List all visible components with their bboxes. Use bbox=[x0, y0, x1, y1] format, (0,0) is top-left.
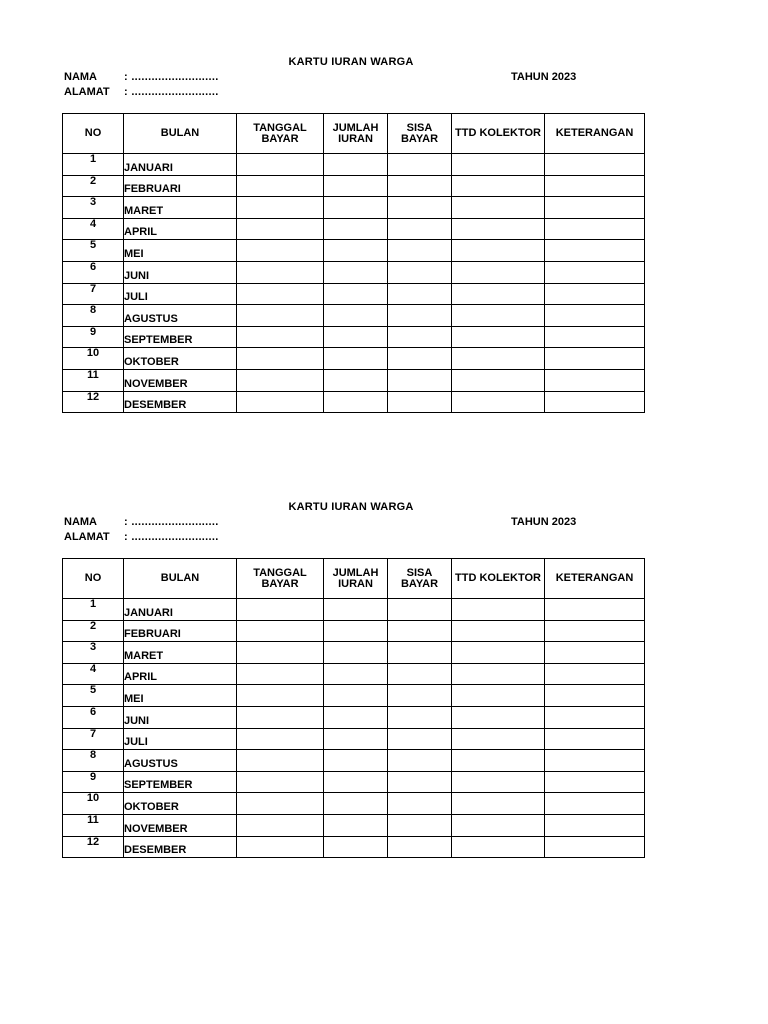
tanggal-bayar-cell bbox=[237, 197, 324, 219]
keterangan-cell bbox=[545, 771, 645, 793]
jumlah-iuran-cell bbox=[324, 326, 388, 348]
col-header-ttd-kolektor: TTD KOLEKTOR bbox=[452, 559, 545, 599]
sisa-bayar-cell bbox=[388, 391, 452, 413]
row-number: 7 bbox=[63, 283, 124, 305]
tanggal-bayar-cell bbox=[237, 793, 324, 815]
ttd-kolektor-cell bbox=[452, 154, 545, 176]
ttd-kolektor-cell bbox=[452, 599, 545, 621]
row-number: 11 bbox=[63, 814, 124, 836]
ttd-kolektor-cell bbox=[452, 728, 545, 750]
ttd-kolektor-cell bbox=[452, 218, 545, 240]
keterangan-cell bbox=[545, 685, 645, 707]
sisa-bayar-cell bbox=[388, 771, 452, 793]
sisa-bayar-cell bbox=[388, 728, 452, 750]
jumlah-iuran-cell bbox=[324, 685, 388, 707]
col-header-jumlah-iuran bbox=[324, 114, 388, 154]
table-row bbox=[63, 620, 645, 642]
jumlah-iuran-cell bbox=[324, 240, 388, 262]
month-cell: NOVEMBER bbox=[124, 369, 237, 391]
ttd-kolektor-cell bbox=[452, 642, 545, 664]
keterangan-cell bbox=[545, 218, 645, 240]
tanggal-bayar-cell bbox=[237, 750, 324, 772]
table-row bbox=[63, 685, 645, 707]
month-cell: APRIL bbox=[124, 663, 237, 685]
row-number: 5 bbox=[63, 240, 124, 262]
jumlah-iuran-cell bbox=[324, 663, 388, 685]
month-cell: JULI bbox=[124, 283, 237, 305]
month-cell: SEPTEMBER bbox=[124, 326, 237, 348]
keterangan-cell bbox=[545, 154, 645, 176]
table-row bbox=[63, 283, 645, 305]
keterangan-cell bbox=[545, 814, 645, 836]
col-header-line: BAYAR bbox=[400, 132, 439, 145]
keterangan-cell bbox=[545, 261, 645, 283]
alamat-label: ALAMAT bbox=[64, 86, 110, 98]
sisa-bayar-cell bbox=[388, 706, 452, 728]
ttd-kolektor-cell bbox=[452, 685, 545, 707]
keterangan-cell bbox=[545, 283, 645, 305]
row-number: 6 bbox=[63, 261, 124, 283]
keterangan-cell bbox=[545, 175, 645, 197]
keterangan-cell bbox=[545, 391, 645, 413]
keterangan-cell bbox=[545, 305, 645, 327]
table-row bbox=[63, 706, 645, 728]
sisa-bayar-cell bbox=[388, 240, 452, 262]
year-label: TAHUN 2023 bbox=[511, 71, 577, 83]
ttd-kolektor-cell bbox=[452, 348, 545, 370]
ttd-kolektor-cell bbox=[452, 793, 545, 815]
col-header-line: BAYAR bbox=[261, 132, 299, 145]
col-header-keterangan: KETERANGAN bbox=[545, 559, 645, 599]
table-row bbox=[63, 305, 645, 327]
jumlah-iuran-cell bbox=[324, 218, 388, 240]
alamat-field: : .......................... bbox=[124, 531, 219, 543]
table-row bbox=[63, 836, 645, 858]
keterangan-cell bbox=[545, 836, 645, 858]
month-cell: JANUARI bbox=[124, 154, 237, 176]
dues-table-body bbox=[63, 154, 645, 413]
row-number: 6 bbox=[63, 706, 124, 728]
table-row bbox=[63, 391, 645, 413]
keterangan-cell bbox=[545, 642, 645, 664]
month-cell: AGUSTUS bbox=[124, 305, 237, 327]
row-number: 10 bbox=[63, 793, 124, 815]
col-header-line: JUMLAH bbox=[332, 121, 379, 134]
tanggal-bayar-cell bbox=[237, 836, 324, 858]
jumlah-iuran-cell bbox=[324, 620, 388, 642]
ttd-kolektor-cell bbox=[452, 814, 545, 836]
jumlah-iuran-cell bbox=[324, 642, 388, 664]
card-title: KARTU IURAN WARGA bbox=[288, 56, 414, 68]
col-header-jumlah-iuran bbox=[324, 559, 388, 599]
sisa-bayar-cell bbox=[388, 685, 452, 707]
col-header-line: IURAN bbox=[338, 577, 373, 590]
jumlah-iuran-cell bbox=[324, 814, 388, 836]
sisa-bayar-cell bbox=[388, 620, 452, 642]
dues-table-body bbox=[63, 599, 645, 858]
jumlah-iuran-cell bbox=[324, 771, 388, 793]
keterangan-cell bbox=[545, 369, 645, 391]
ttd-kolektor-cell bbox=[452, 197, 545, 219]
tanggal-bayar-cell bbox=[237, 663, 324, 685]
ttd-kolektor-cell bbox=[452, 326, 545, 348]
ttd-kolektor-cell bbox=[452, 391, 545, 413]
keterangan-cell bbox=[545, 728, 645, 750]
month-cell: APRIL bbox=[124, 218, 237, 240]
dues-table bbox=[62, 113, 645, 413]
month-cell: JUNI bbox=[124, 261, 237, 283]
keterangan-cell bbox=[545, 348, 645, 370]
row-number: 8 bbox=[63, 305, 124, 327]
month-cell: DESEMBER bbox=[124, 391, 237, 413]
month-cell: OKTOBER bbox=[124, 793, 237, 815]
tanggal-bayar-cell bbox=[237, 348, 324, 370]
tanggal-bayar-cell bbox=[237, 261, 324, 283]
sisa-bayar-cell bbox=[388, 663, 452, 685]
table-row bbox=[63, 240, 645, 262]
row-number: 4 bbox=[63, 218, 124, 240]
tanggal-bayar-cell bbox=[237, 154, 324, 176]
month-cell: SEPTEMBER bbox=[124, 771, 237, 793]
month-cell: JULI bbox=[124, 728, 237, 750]
sisa-bayar-cell bbox=[388, 218, 452, 240]
ttd-kolektor-cell bbox=[452, 283, 545, 305]
month-cell: NOVEMBER bbox=[124, 814, 237, 836]
month-cell: MARET bbox=[124, 642, 237, 664]
ttd-kolektor-cell bbox=[452, 750, 545, 772]
sisa-bayar-cell bbox=[388, 261, 452, 283]
ttd-kolektor-cell bbox=[452, 706, 545, 728]
col-header-keterangan: KETERANGAN bbox=[545, 114, 645, 154]
nama-label: NAMA bbox=[64, 516, 97, 528]
alamat-field: : .......................... bbox=[124, 86, 219, 98]
ttd-kolektor-cell bbox=[452, 620, 545, 642]
month-cell: DESEMBER bbox=[124, 836, 237, 858]
month-cell: MARET bbox=[124, 197, 237, 219]
jumlah-iuran-cell bbox=[324, 793, 388, 815]
jumlah-iuran-cell bbox=[324, 391, 388, 413]
row-number: 3 bbox=[63, 197, 124, 219]
tanggal-bayar-cell bbox=[237, 369, 324, 391]
sisa-bayar-cell bbox=[388, 793, 452, 815]
table-row bbox=[63, 197, 645, 219]
table-row bbox=[63, 175, 645, 197]
col-header-line: BAYAR bbox=[261, 577, 299, 590]
table-row bbox=[63, 369, 645, 391]
ttd-kolektor-cell bbox=[452, 369, 545, 391]
jumlah-iuran-cell bbox=[324, 154, 388, 176]
jumlah-iuran-cell bbox=[324, 369, 388, 391]
col-header-line: SISA bbox=[406, 566, 433, 579]
row-number: 1 bbox=[63, 599, 124, 621]
jumlah-iuran-cell bbox=[324, 750, 388, 772]
table-row bbox=[63, 326, 645, 348]
ttd-kolektor-cell bbox=[452, 175, 545, 197]
tanggal-bayar-cell bbox=[237, 391, 324, 413]
row-number: 7 bbox=[63, 728, 124, 750]
tanggal-bayar-cell bbox=[237, 728, 324, 750]
jumlah-iuran-cell bbox=[324, 197, 388, 219]
ttd-kolektor-cell bbox=[452, 305, 545, 327]
ttd-kolektor-cell bbox=[452, 663, 545, 685]
table-header-row bbox=[63, 559, 645, 599]
alamat-label: ALAMAT bbox=[64, 531, 110, 543]
table-row bbox=[63, 154, 645, 176]
table-row bbox=[63, 750, 645, 772]
ttd-kolektor-cell bbox=[452, 240, 545, 262]
keterangan-cell bbox=[545, 326, 645, 348]
table-row bbox=[63, 642, 645, 664]
month-cell: MEI bbox=[124, 240, 237, 262]
tanggal-bayar-cell bbox=[237, 305, 324, 327]
card-title: KARTU IURAN WARGA bbox=[288, 501, 414, 513]
row-number: 2 bbox=[63, 175, 124, 197]
year-label: TAHUN 2023 bbox=[511, 516, 577, 528]
tanggal-bayar-cell bbox=[237, 218, 324, 240]
tanggal-bayar-cell bbox=[237, 283, 324, 305]
tanggal-bayar-cell bbox=[237, 326, 324, 348]
table-header-row bbox=[63, 114, 645, 154]
tanggal-bayar-cell bbox=[237, 240, 324, 262]
tanggal-bayar-cell bbox=[237, 620, 324, 642]
col-header-bulan: BULAN bbox=[124, 114, 237, 154]
row-number: 10 bbox=[63, 348, 124, 370]
nama-label: NAMA bbox=[64, 71, 97, 83]
sisa-bayar-cell bbox=[388, 305, 452, 327]
tanggal-bayar-cell bbox=[237, 685, 324, 707]
jumlah-iuran-cell bbox=[324, 305, 388, 327]
keterangan-cell bbox=[545, 240, 645, 262]
col-header-sisa-bayar bbox=[388, 114, 452, 154]
sisa-bayar-cell bbox=[388, 642, 452, 664]
row-number: 12 bbox=[63, 391, 124, 413]
month-cell: AGUSTUS bbox=[124, 750, 237, 772]
table-row bbox=[63, 261, 645, 283]
jumlah-iuran-cell bbox=[324, 175, 388, 197]
row-number: 9 bbox=[63, 771, 124, 793]
keterangan-cell bbox=[545, 663, 645, 685]
row-number: 5 bbox=[63, 685, 124, 707]
table-row bbox=[63, 728, 645, 750]
col-header-ttd-kolektor: TTD KOLEKTOR bbox=[452, 114, 545, 154]
col-header-tanggal-bayar bbox=[237, 559, 324, 599]
col-header-line: TANGGAL bbox=[253, 566, 307, 579]
month-cell: FEBRUARI bbox=[124, 175, 237, 197]
sisa-bayar-cell bbox=[388, 750, 452, 772]
row-number: 1 bbox=[63, 154, 124, 176]
sisa-bayar-cell bbox=[388, 326, 452, 348]
col-header-bulan: BULAN bbox=[124, 559, 237, 599]
table-row bbox=[63, 793, 645, 815]
jumlah-iuran-cell bbox=[324, 348, 388, 370]
keterangan-cell bbox=[545, 599, 645, 621]
col-header-sisa-bayar bbox=[388, 559, 452, 599]
jumlah-iuran-cell bbox=[324, 728, 388, 750]
jumlah-iuran-cell bbox=[324, 283, 388, 305]
table-row bbox=[63, 663, 645, 685]
jumlah-iuran-cell bbox=[324, 706, 388, 728]
tanggal-bayar-cell bbox=[237, 706, 324, 728]
ttd-kolektor-cell bbox=[452, 836, 545, 858]
sisa-bayar-cell bbox=[388, 814, 452, 836]
ttd-kolektor-cell bbox=[452, 261, 545, 283]
keterangan-cell bbox=[545, 750, 645, 772]
col-header-tanggal-bayar bbox=[237, 114, 324, 154]
row-number: 8 bbox=[63, 750, 124, 772]
tanggal-bayar-cell bbox=[237, 814, 324, 836]
col-header-no: NO bbox=[63, 114, 124, 154]
dues-table bbox=[62, 558, 645, 858]
sisa-bayar-cell bbox=[388, 197, 452, 219]
tanggal-bayar-cell bbox=[237, 175, 324, 197]
keterangan-cell bbox=[545, 197, 645, 219]
row-number: 2 bbox=[63, 620, 124, 642]
month-cell: MEI bbox=[124, 685, 237, 707]
tanggal-bayar-cell bbox=[237, 642, 324, 664]
month-cell: JANUARI bbox=[124, 599, 237, 621]
col-header-line: TANGGAL bbox=[253, 121, 307, 134]
row-number: 11 bbox=[63, 369, 124, 391]
table-row bbox=[63, 599, 645, 621]
keterangan-cell bbox=[545, 706, 645, 728]
keterangan-cell bbox=[545, 793, 645, 815]
nama-field: : .......................... bbox=[124, 71, 219, 83]
col-header-line: BAYAR bbox=[400, 577, 439, 590]
ttd-kolektor-cell bbox=[452, 771, 545, 793]
month-cell: FEBRUARI bbox=[124, 620, 237, 642]
sisa-bayar-cell bbox=[388, 836, 452, 858]
jumlah-iuran-cell bbox=[324, 836, 388, 858]
table-row bbox=[63, 218, 645, 240]
nama-field: : .......................... bbox=[124, 516, 219, 528]
jumlah-iuran-cell bbox=[324, 261, 388, 283]
sisa-bayar-cell bbox=[388, 154, 452, 176]
row-number: 4 bbox=[63, 663, 124, 685]
col-header-no: NO bbox=[63, 559, 124, 599]
sisa-bayar-cell bbox=[388, 175, 452, 197]
row-number: 9 bbox=[63, 326, 124, 348]
sisa-bayar-cell bbox=[388, 599, 452, 621]
jumlah-iuran-cell bbox=[324, 599, 388, 621]
sisa-bayar-cell bbox=[388, 348, 452, 370]
col-header-line: IURAN bbox=[338, 132, 373, 145]
row-number: 3 bbox=[63, 642, 124, 664]
table-row bbox=[63, 771, 645, 793]
tanggal-bayar-cell bbox=[237, 771, 324, 793]
sisa-bayar-cell bbox=[388, 369, 452, 391]
keterangan-cell bbox=[545, 620, 645, 642]
col-header-line: JUMLAH bbox=[332, 566, 379, 579]
sisa-bayar-cell bbox=[388, 283, 452, 305]
row-number: 12 bbox=[63, 836, 124, 858]
tanggal-bayar-cell bbox=[237, 599, 324, 621]
col-header-line: SISA bbox=[406, 121, 433, 134]
month-cell: JUNI bbox=[124, 706, 237, 728]
table-row bbox=[63, 814, 645, 836]
table-row bbox=[63, 348, 645, 370]
month-cell: OKTOBER bbox=[124, 348, 237, 370]
